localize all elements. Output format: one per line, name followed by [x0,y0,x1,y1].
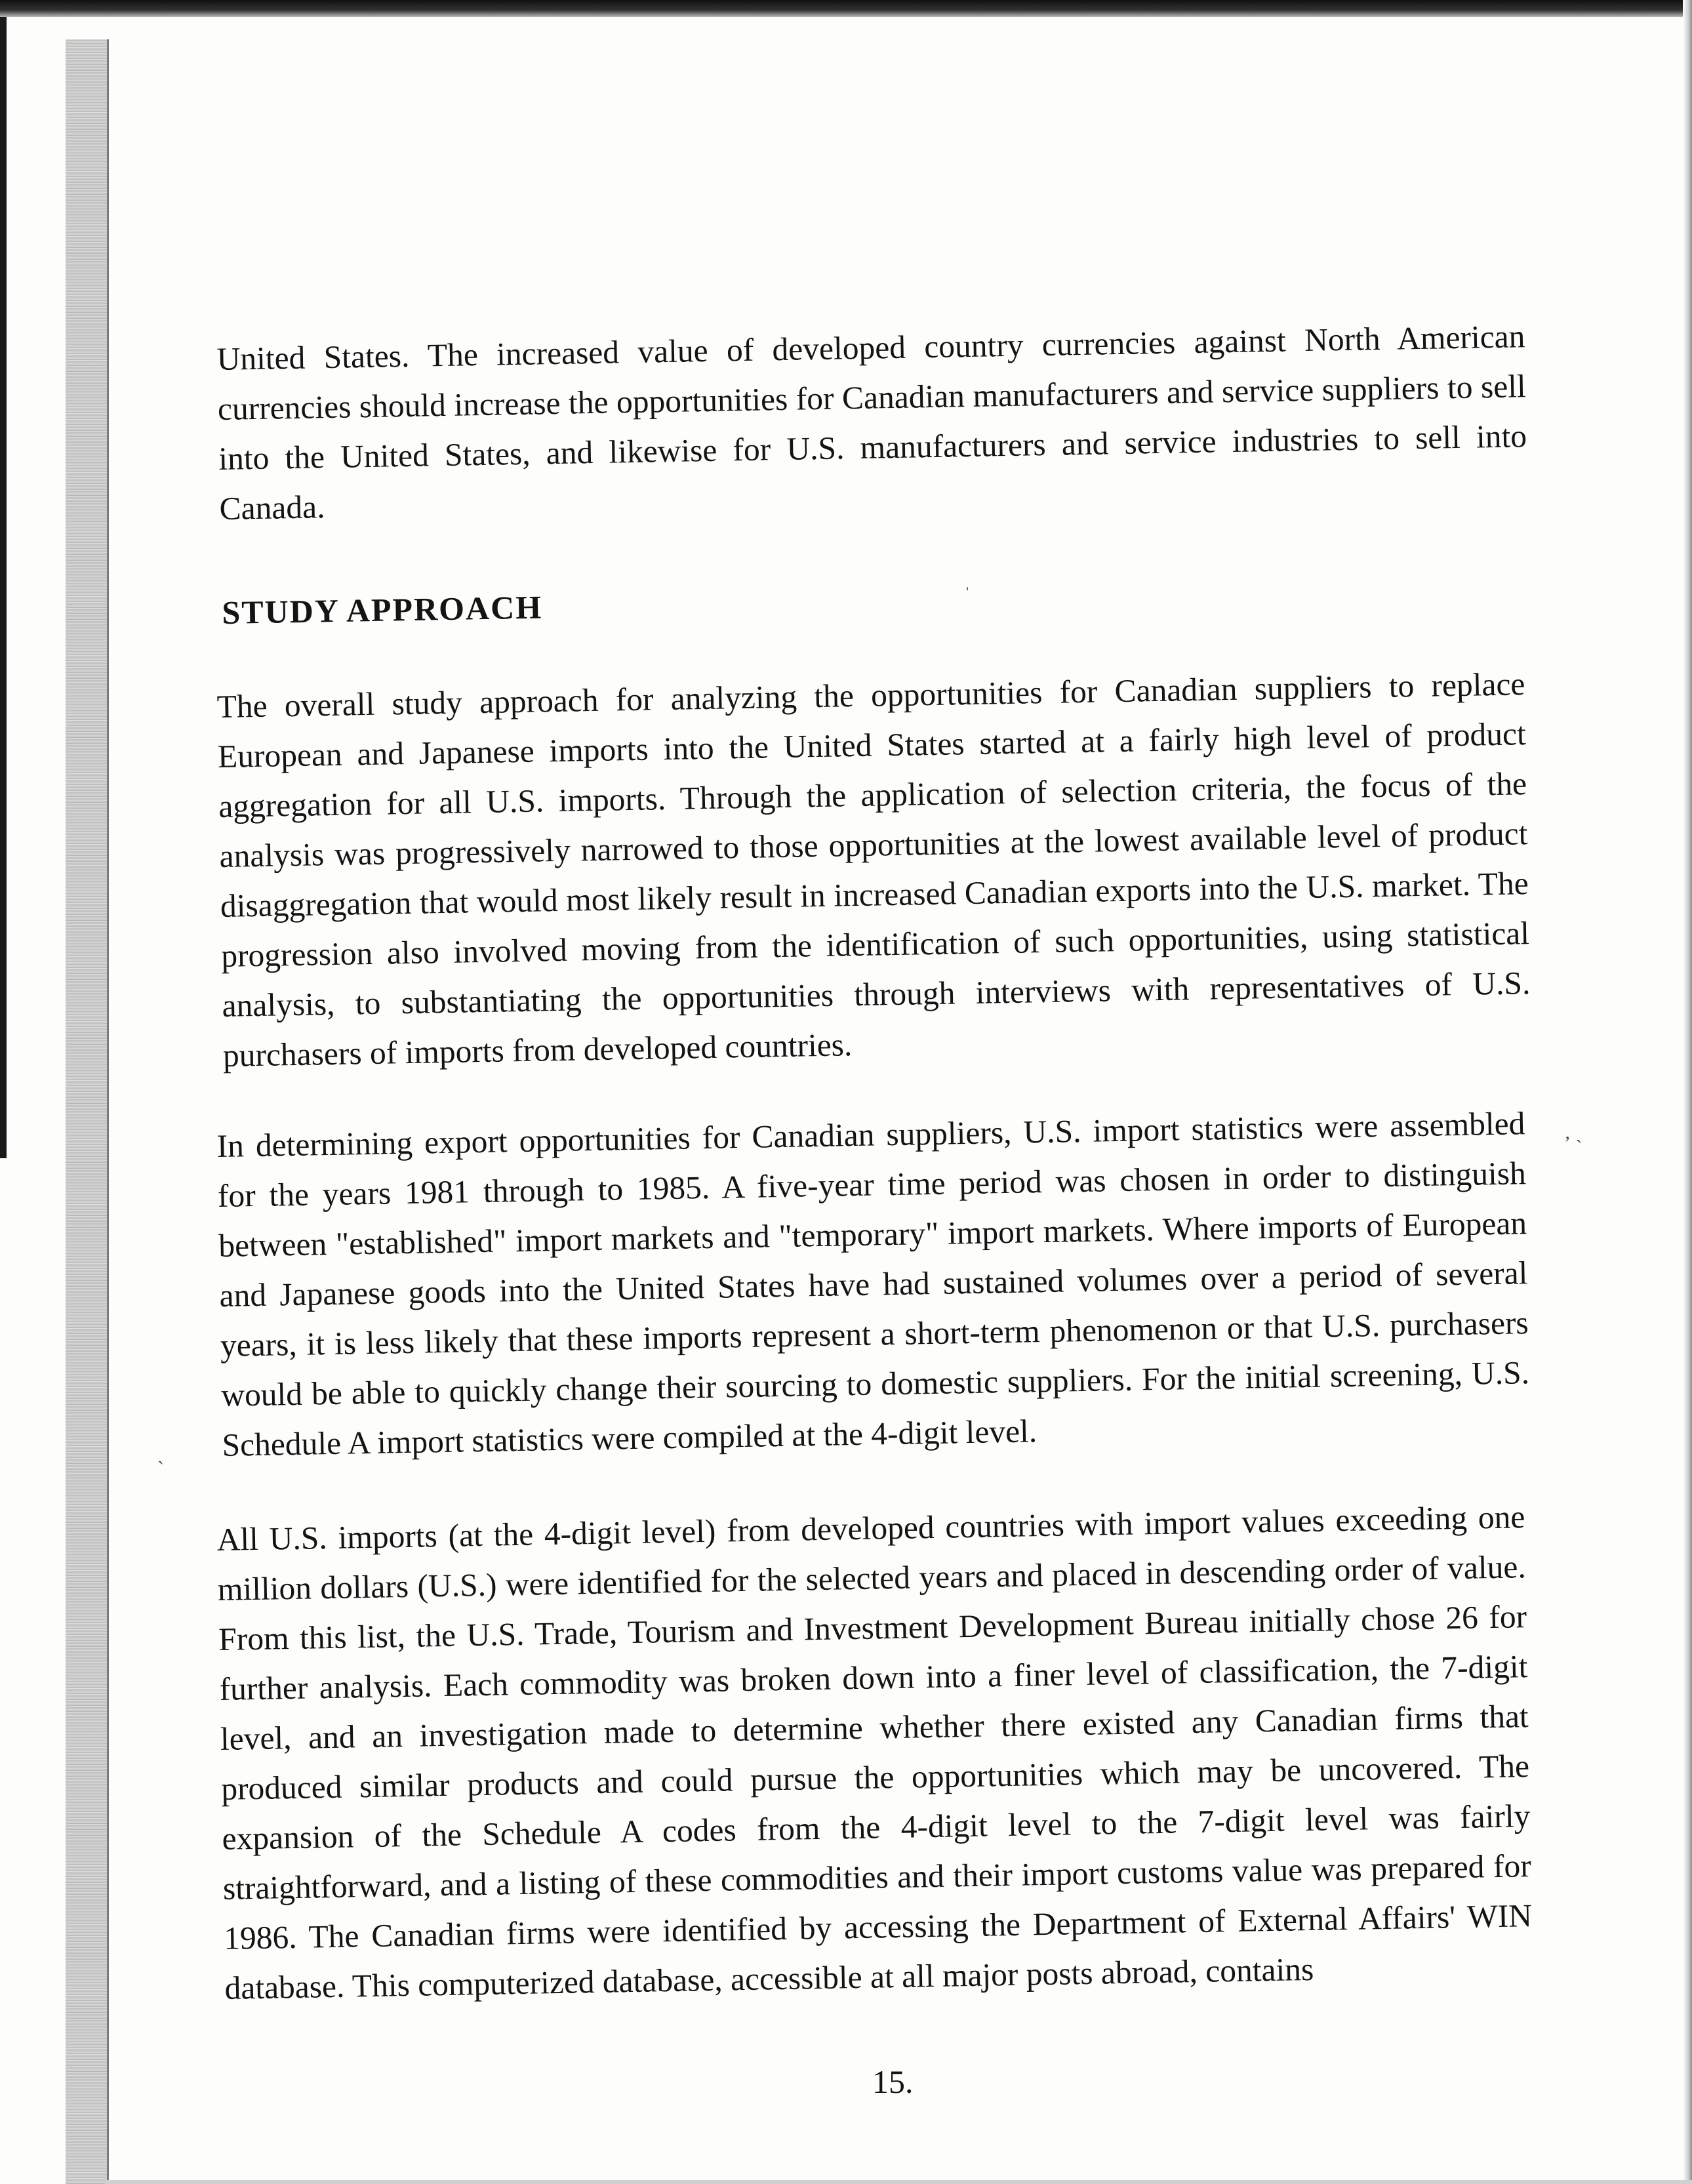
scan-top-edge [0,0,1692,17]
paragraph-approach-2: In determining export opportunities for Canadian suppliers, U.S. import statistics were assembled for the years 1981 through to 1985. A five-year time period was chosen in order to distinguish between "established" import markets and "temporary" import markets. Where imports of European and Japanese goods into the United States have had sustained volumes over a period of several years, it is less likely that these imports represent a short-term phenomenon or that U.S. purchasers would be able to quickly change their sourcing to domestic suppliers. For the initial screening, U.S. Schedule A import statistics were compiled at the 4-digit level. [216,1105,1530,1463]
scan-speck: ˈ [964,584,971,605]
section-heading: STUDY APPROACH [222,588,543,631]
scan-left-shadow [0,17,7,1158]
scan-right-edge [1683,0,1692,2184]
binding-strip [66,39,109,2184]
paragraph-approach-3: All U.S. imports (at the 4-digit level) from developed countries with import values exceeding one million dollars (U.S.) were identified for the selected years and placed in descending order of value. From this list, the U.S. Trade, Tourism and Investment Development Bureau initially chose 26 for further analysis. Each commodity was broken down into a finer level of classification, the 7-digit level, and an investigation made to determine whether there existed any Canadian firms that produced similar products and could pursue the opportunities which may be uncovered. The expansion of the Schedule A codes from the 4-digit level to the 7-digit level was fairly straightforward, and a listing of these commodities and their import customs value was prepared for 1986. The Canadian firms were identified by accessing the Department of External Affairs' WIN database. This computerized database, accessible at all major posts abroad, contains [216,1499,1533,2006]
page-number: 15. [872,2063,914,2100]
paragraph-intro: United States. The increased value of developed country currencies against North American currencies should increase the opportunities for Canadian manufacturers and service suppliers to sell into the United States, and likewise for U.S. manufacturers and service industries to sell into Canada. [216,318,1527,527]
paragraph-approach-1: The overall study approach for analyzing the opportunities for Canadian suppliers to replace European and Japanese imports into the United States started at a fairly high level of product aggregation for all U.S. imports. Through the application of selection criteria, the focus of the analysis was progressively narrowed to those opportunities at the lowest available level of product disaggregation that would most likely result in increased Canadian exports into the U.S. market. The progression also involved moving from the identification of such opportunities, using statistical analysis, to substantiating the opportunities through interviews with representatives of U.S. purchasers of imports from developed countries. [216,666,1531,1074]
scan-speck: ‚ ˏ [1564,1122,1582,1143]
scan-speck: ˏ [157,1443,164,1465]
scan-bottom-edge [105,2180,1692,2184]
binding-strip-edge [107,39,109,2184]
